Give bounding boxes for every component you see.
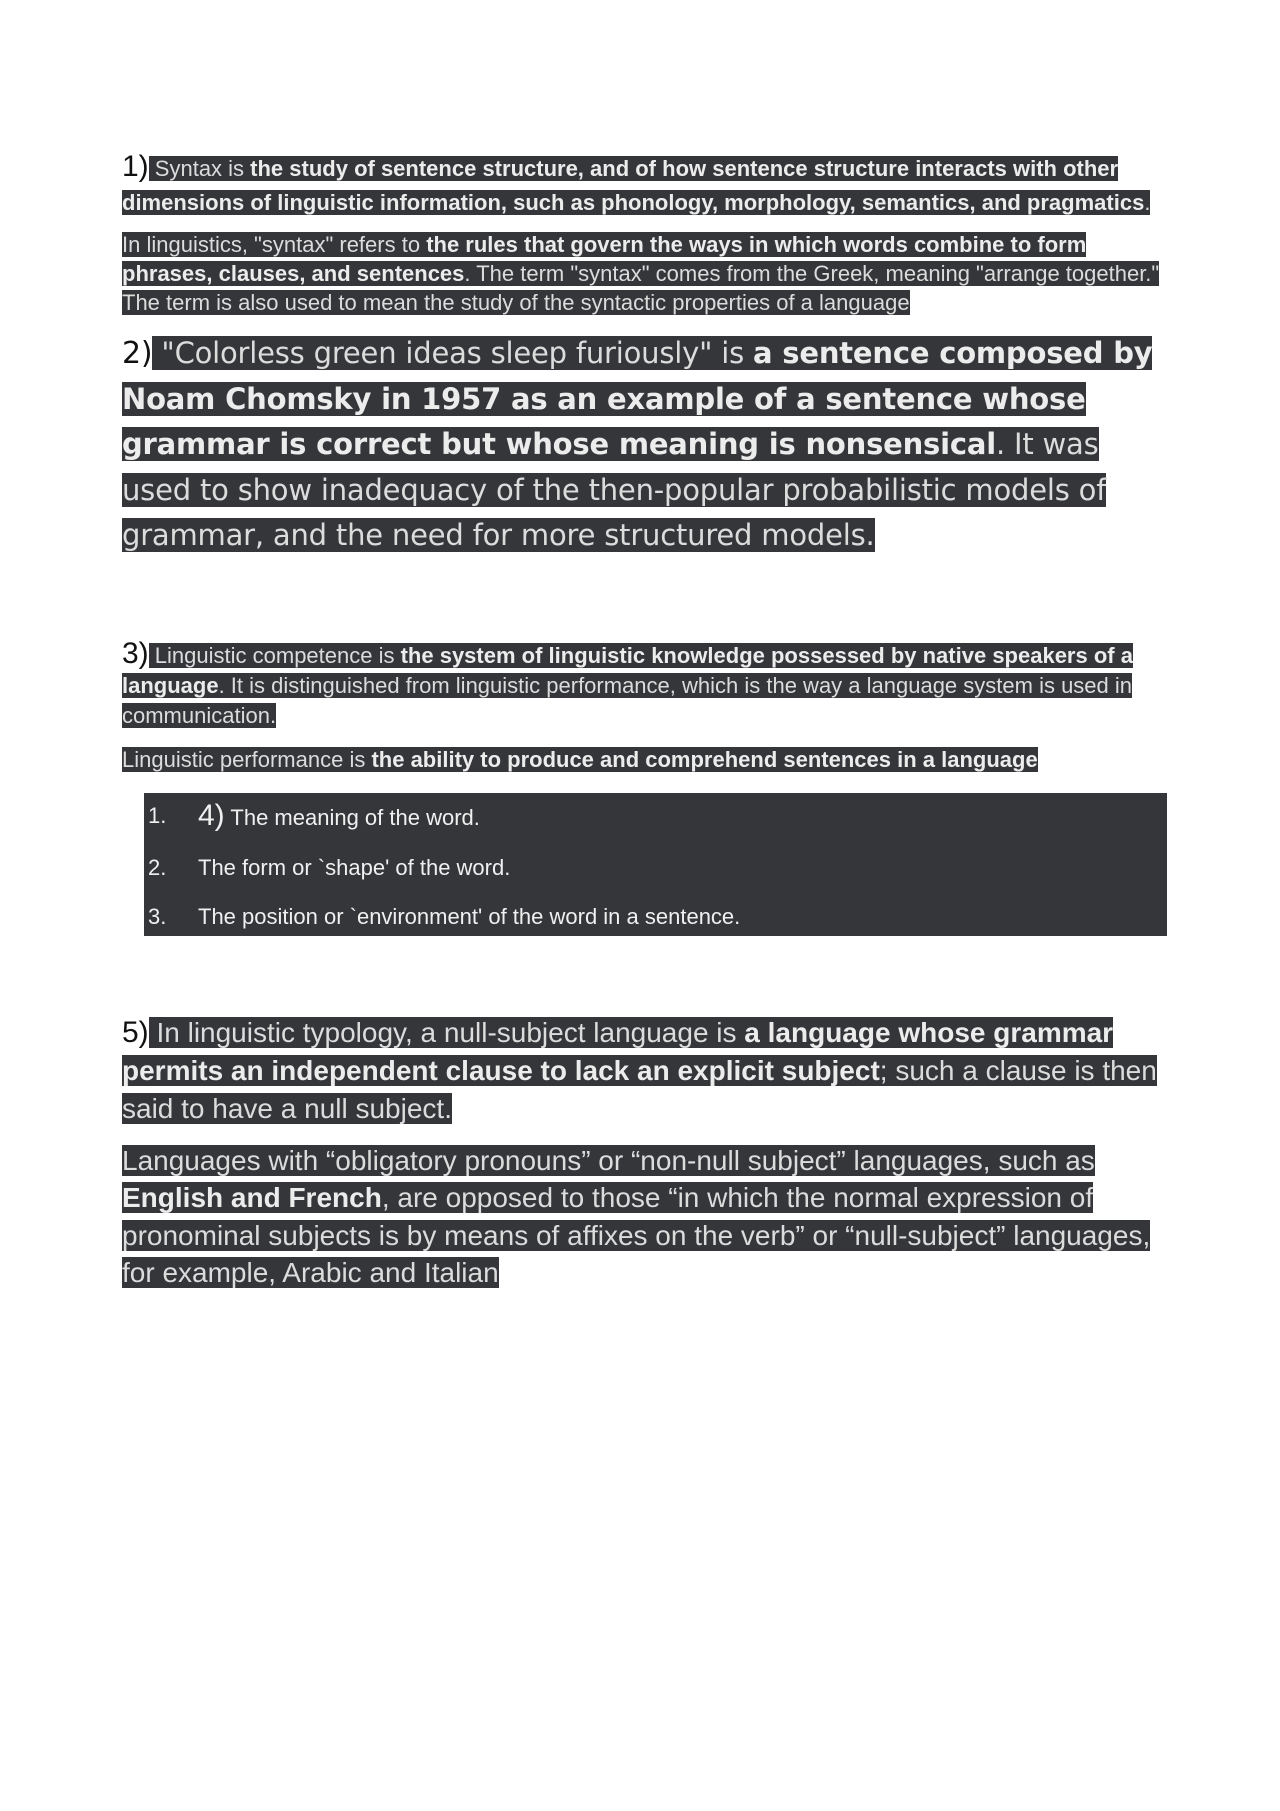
section-3-number: 3) [122, 636, 149, 670]
list-item-index: 1. [148, 802, 167, 828]
section-5 [122, 1014, 1172, 1292]
section-5-paragraph-2 [122, 1142, 1172, 1292]
section-4-list [144, 793, 1167, 936]
section-2-definition: a sentence composed by Noam Chomsky in 1957 as an example of a sentence whose grammar is correct but whose meaning is nonsensical [122, 336, 1153, 461]
section-3-p2-lead: Linguistic performance is [122, 746, 372, 772]
section-2 [122, 331, 1172, 559]
section-3-paragraph-2 [122, 745, 1172, 775]
section-5-p2-rest: , are opposed to those “in which the normal expression of pronominal subjects is by means of affixes on the verb” or “null-subject” languages, for example, Arabic and Italian [122, 1182, 1151, 1288]
section-3 [122, 636, 1172, 775]
section-1 [122, 150, 1172, 317]
section-4-number: 4) [198, 798, 225, 832]
section-2-number: 2) [122, 336, 153, 371]
section-5-p2-languages: English and French [122, 1182, 382, 1213]
section-1-number: 1) [122, 150, 149, 183]
list-item-index: 3. [148, 903, 167, 929]
section-5-paragraph-1 [122, 1014, 1172, 1128]
section-1-paragraph-1 [122, 150, 1172, 220]
section-5-number: 5) [122, 1015, 149, 1049]
section-1-definition: the study of sentence structure, and of how sentence structure interacts with other dimensions of linguistic information, such as phonology, morphology, semantics, and pragmatics [122, 156, 1145, 215]
section-3-p2-definition: the ability to produce and comprehend sentences in a language [371, 746, 1038, 772]
section-3-lead: Linguistic competence is [148, 642, 401, 668]
section-3-rest: . It is distinguished from linguistic performance, which is the way a language system is used in communication. [122, 672, 1133, 728]
section-2-rest: . It was used to show inadequacy of the then-popular probabilistic models of grammar, and the need for more structured models. [122, 427, 1107, 552]
section-2-paragraph [122, 331, 1172, 559]
list-item-text: The form or `shape' of the word. [198, 854, 511, 880]
section-5-definition: a language whose grammar permits an independent clause to lack an explicit subject [122, 1016, 1114, 1086]
list-item-text: The position or `environment' of the word in a sentence. [198, 903, 741, 929]
section-5-lead: In linguistic typology, a null-subject language is [148, 1016, 745, 1048]
section-3-paragraph-1 [122, 636, 1172, 731]
section-1-p2-definition: the rules that govern the ways in which words combine to form phrases, clauses, and sentences [122, 232, 1087, 286]
section-5-p2-lead: Languages with “obligatory pronouns” or “non-null subject” languages, such as [122, 1144, 1095, 1176]
section-1-period: . [1144, 190, 1151, 215]
document-page [122, 150, 1172, 1292]
section-1-paragraph-2 [122, 230, 1172, 317]
section-3-definition: the system of linguistic knowledge possessed by native speakers of a language [122, 642, 1133, 698]
section-2-lead: "Colorless green ideas sleep furiously" is [152, 336, 754, 370]
section-1-p2-rest: . The term "syntax" comes from the Greek, meaning "arrange together." The term is also used to mean the study of the syntactic properties of a language [122, 261, 1160, 315]
section-1-lead: Syntax is [148, 156, 251, 181]
list-item-text: The meaning of the word. [224, 804, 480, 830]
section-5-rest: ; such a clause is then said to have a null subject. [122, 1054, 1157, 1124]
section-1-p2-lead: In linguistics, "syntax" refers to [122, 232, 427, 257]
list-item-index: 2. [148, 854, 167, 880]
